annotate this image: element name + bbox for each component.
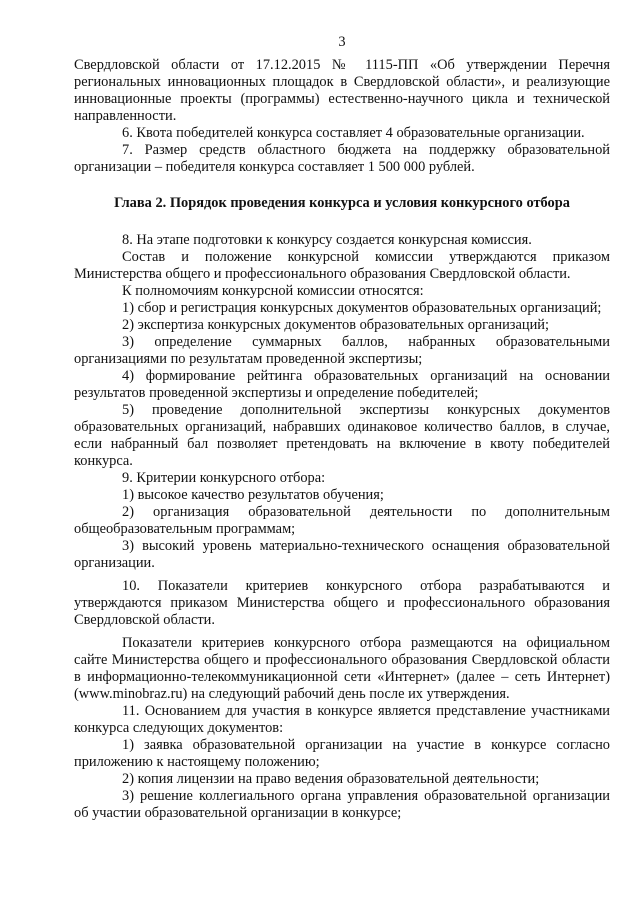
list-item-power-3: 3) определение суммарных баллов, набранных образовательными организациями по результатам проведенной экспертизы; [74, 334, 610, 367]
paragraph-composition: Состав и положение конкурсной комиссии утверждаются приказом Министерства общего и профессионального образования Свердловской области. [74, 249, 610, 282]
paragraph-budget: 7. Размер средств областного бюджета на поддержку образовательной организации – победителя конкурса составляет 1 500 000 рублей. [74, 142, 610, 175]
list-item-power-2: 2) экспертиза конкурсных документов образовательных организаций; [122, 317, 549, 333]
list-item-criterion-3: 3) высокий уровень материально-технического оснащения образовательной организации. [74, 538, 610, 571]
paragraph-quota: 6. Квота победителей конкурса составляет 4 образовательные организации. [122, 125, 585, 141]
list-item-power-4: 4) формирование рейтинга образовательных организаций на основании результатов проведенной экспертизы и определение победителей; [74, 368, 610, 401]
list-item-criterion-1: 1) высокое качество результатов обучения; [122, 487, 384, 503]
paragraph-indicators-publication: Показатели критериев конкурсного отбора размещаются на официальном сайте Министерства общего и профессионального образования Свердловской области в информационно-телекоммуникационной сети «Интернет» (далее – сеть Интернет) (www.minobraz.ru) на следующий рабочий день после их утверждения. [74, 635, 610, 702]
list-item-document-3: 3) решение коллегиального органа управления образовательной организации об участии образовательной организации в конкурсе; [74, 788, 610, 821]
list-item-power-5: 5) проведение дополнительной экспертизы конкурсных документов образовательных организаций, набравших одинаковое количество баллов, в случае, если набранный бал позволяет претендовать на включение в квоту победителей конкурса. [74, 402, 610, 469]
paragraph-continuation: Свердловской области от 17.12.2015 № 1115-ПП «Об утверждении Перечня региональных инновационных площадок в Свердловской области», и реализующие инновационные проекты (программы) естественно-научного цикла и технической направленности. [74, 57, 610, 124]
paragraph-indicators: 10. Показатели критериев конкурсного отбора разрабатываются и утверждаются приказом Министерства общего и профессионального образования Свердловской области. [74, 578, 610, 628]
paragraph-commission: 8. На этапе подготовки к конкурсу создается конкурсная комиссия. [122, 232, 532, 248]
list-item-criterion-2: 2) организация образовательной деятельности по дополнительным общеобразовательным программам; [74, 504, 610, 537]
list-item-document-2: 2) копия лицензии на право ведения образовательной деятельности; [122, 771, 540, 787]
chapter-heading: Глава 2. Порядок проведения конкурса и условия конкурсного отбора [114, 195, 570, 211]
page-number: 3 [338, 34, 346, 50]
paragraph-powers-intro: К полномочиям конкурсной комиссии относятся: [122, 283, 424, 299]
list-item-document-1: 1) заявка образовательной организации на участие в конкурсе согласно приложению к настоящему положению; [74, 737, 610, 770]
paragraph-criteria-intro: 9. Критерии конкурсного отбора: [122, 470, 326, 486]
paragraph-participation-basis: 11. Основанием для участия в конкурсе является представление участниками конкурса следующих документов: [74, 703, 610, 736]
list-item-power-1: 1) сбор и регистрация конкурсных документов образовательных организаций; [122, 300, 602, 316]
